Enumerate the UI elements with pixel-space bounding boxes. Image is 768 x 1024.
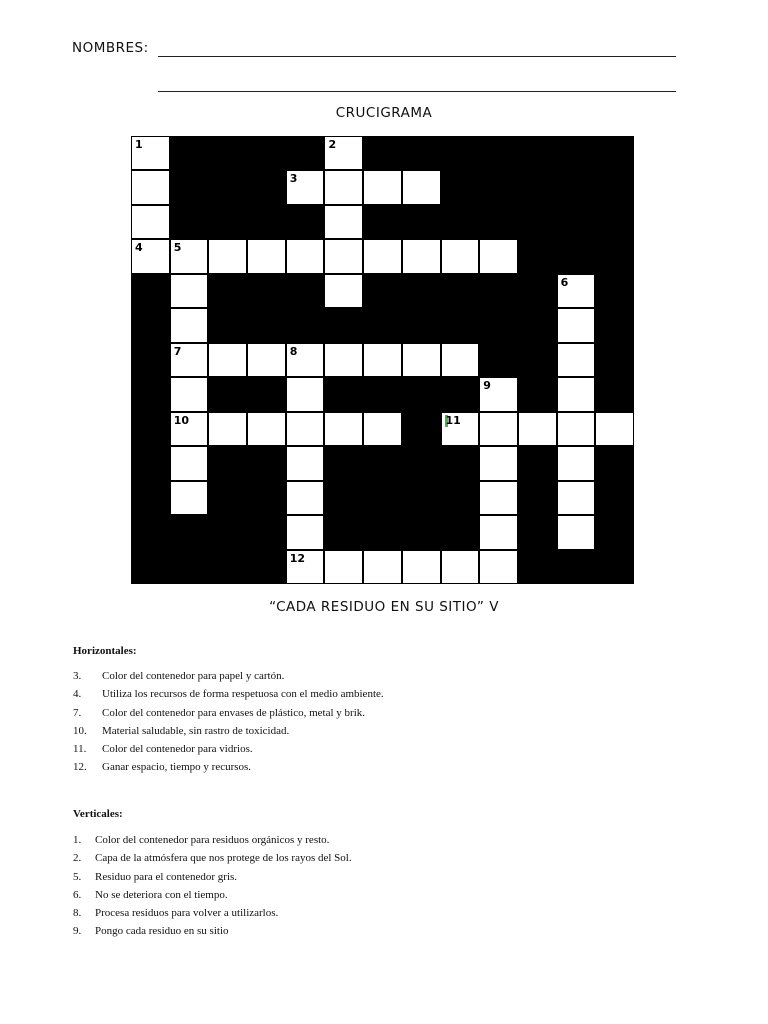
crossword-cell[interactable]	[132, 171, 169, 203]
crossword-cell[interactable]	[132, 240, 169, 272]
clue-item-text: Capa de la atmósfera que nos protege de los rayos del Sol.	[95, 852, 352, 865]
crossword-cell[interactable]	[171, 447, 208, 479]
crossword-cell[interactable]	[132, 206, 169, 238]
crossword-cell[interactable]	[403, 344, 440, 376]
horizontales-list	[73, 667, 384, 777]
clue-item	[73, 831, 352, 849]
crossword-cell[interactable]	[403, 171, 440, 203]
clue-item	[73, 904, 352, 922]
clue-number: 11	[445, 413, 461, 427]
clue-number: 12	[289, 551, 306, 565]
crossword-cell[interactable]	[287, 171, 324, 203]
crossword-cell[interactable]	[364, 171, 401, 203]
clue-number: 4	[135, 241, 143, 255]
crossword-cell[interactable]	[287, 551, 324, 583]
verticales-list	[73, 831, 352, 941]
clue-item-number: 1.	[73, 834, 82, 846]
crossword-cell[interactable]	[442, 413, 479, 445]
clue-item-number: 8.	[73, 907, 82, 920]
clue-item-number: 11.	[73, 743, 87, 756]
crossword-cell[interactable]	[325, 413, 362, 445]
crossword-cell[interactable]	[403, 240, 440, 272]
crossword-cell[interactable]	[287, 447, 324, 479]
clue-item-text: Color del contenedor para vidrios.	[102, 743, 253, 756]
clue-item-text: Ganar espacio, tiempo y recursos.	[102, 761, 252, 774]
crossword-cell[interactable]	[480, 240, 517, 272]
clue-item	[73, 685, 384, 703]
clue-number: 1	[135, 138, 143, 151]
clue-item-number: 9.	[73, 925, 82, 938]
clue-item-text: Utiliza los recursos de forma respetuosa con el medio ambiente.	[102, 688, 384, 701]
crossword-cell[interactable]	[325, 137, 362, 169]
names-line-1[interactable]	[158, 56, 676, 57]
horizontales-heading: Horizontales:	[73, 645, 137, 657]
crossword-cell[interactable]	[287, 482, 324, 514]
clue-number: 7	[173, 344, 182, 358]
crossword-cell[interactable]	[558, 516, 595, 548]
crossword-cell[interactable]	[558, 447, 595, 479]
crossword-cell[interactable]	[480, 378, 517, 410]
crossword-cell[interactable]	[558, 378, 595, 410]
crossword-cell[interactable]	[442, 551, 479, 583]
clue-item	[73, 849, 352, 867]
clue-item-number: 7.	[73, 706, 82, 719]
crossword-cell[interactable]	[442, 344, 479, 376]
crossword-cell[interactable]	[480, 551, 517, 583]
clue-number: 6	[560, 275, 569, 289]
crossword-cell[interactable]	[287, 344, 324, 376]
clue-item-number: 12.	[73, 761, 87, 774]
page-title: CRUCIGRAMA	[335, 105, 433, 121]
crossword-cell[interactable]	[287, 240, 324, 272]
crossword-cell[interactable]	[558, 275, 595, 307]
crossword-cell[interactable]	[171, 275, 208, 307]
crossword-cell[interactable]	[480, 482, 517, 514]
crossword-cell[interactable]	[287, 413, 324, 445]
crossword-cell[interactable]	[209, 413, 246, 445]
crossword-cell[interactable]	[325, 551, 362, 583]
clue-number: 3	[289, 172, 298, 186]
clue-item-number: 2.	[73, 852, 82, 865]
crossword-cell[interactable]	[480, 447, 517, 479]
crossword-cell[interactable]	[403, 551, 440, 583]
crossword-cell[interactable]	[209, 344, 246, 376]
clue-item	[73, 704, 384, 722]
crossword-cell[interactable]	[596, 413, 633, 445]
clue-item-text: Color del contenedor para residuos orgánicos y resto.	[95, 834, 330, 846]
clue-item-text: Color del contenedor para envases de plástico, metal y brik.	[102, 706, 365, 719]
crossword-cell[interactable]	[248, 413, 285, 445]
crossword-cell[interactable]	[325, 344, 362, 376]
clue-item-text: Pongo cada residuo en su sitio	[95, 925, 229, 938]
clue-item	[73, 886, 352, 904]
names-label: NOMBRES:	[72, 40, 149, 56]
crossword-cell[interactable]	[558, 309, 595, 341]
clue-item-text: Residuo para el contenedor gris.	[95, 870, 238, 883]
crossword-cell[interactable]	[480, 516, 517, 548]
clue-item	[73, 667, 384, 685]
crossword-cell[interactable]	[171, 413, 208, 445]
crossword-cell[interactable]	[364, 413, 401, 445]
crossword-cell[interactable]	[480, 413, 517, 445]
crossword-cell[interactable]	[364, 240, 401, 272]
clue-item-number: 6.	[73, 888, 82, 901]
clue-item-number: 10.	[73, 724, 87, 737]
clue-item-number: 5.	[73, 870, 82, 883]
clue-item	[73, 740, 384, 758]
crossword-cell[interactable]	[287, 516, 324, 548]
names-line-2[interactable]	[158, 91, 676, 92]
crossword-cell[interactable]	[558, 413, 595, 445]
clue-item	[73, 868, 352, 886]
clue-item-number: 4.	[73, 688, 82, 701]
clue-number: 8	[289, 344, 298, 358]
crossword-cell[interactable]	[325, 240, 362, 272]
clue-item-text: Procesa residuos para volver a utilizarlos.	[95, 907, 279, 920]
clue-number: 9	[483, 379, 491, 393]
clue-item-text: No se deteriora con el tiempo.	[95, 888, 228, 901]
crossword-cell[interactable]	[171, 378, 208, 410]
clue-item-number: 3.	[73, 670, 82, 682]
crossword-cell[interactable]	[248, 344, 285, 376]
crossword-cell[interactable]	[171, 482, 208, 514]
crossword-cell[interactable]	[364, 551, 401, 583]
crossword-cell[interactable]	[558, 482, 595, 514]
crossword-grid	[131, 136, 634, 584]
clue-item	[73, 722, 384, 740]
crossword-cell[interactable]	[442, 240, 479, 272]
crossword-cell[interactable]	[171, 344, 208, 376]
crossword-subtitle: “CADA RESIDUO EN SU SITIO” V	[269, 599, 499, 615]
crossword-cell[interactable]	[364, 344, 401, 376]
crossword-cell[interactable]	[132, 137, 169, 169]
crossword-cell[interactable]	[209, 240, 246, 272]
clue-number: 2	[328, 138, 337, 151]
crossword-cell[interactable]	[558, 344, 595, 376]
clue-item-text: Color del contenedor para papel y cartón.	[102, 670, 285, 682]
crossword-cell[interactable]	[325, 275, 362, 307]
crossword-cell[interactable]	[325, 206, 362, 238]
crossword-cell[interactable]	[248, 240, 285, 272]
crossword-cell[interactable]	[325, 171, 362, 203]
crossword-cell[interactable]	[519, 413, 556, 445]
clue-number: 10	[173, 413, 189, 427]
clue-item	[73, 758, 384, 776]
clue-number: 5	[173, 241, 182, 255]
verticales-heading: Verticales:	[73, 808, 123, 820]
crossword-cell[interactable]	[171, 309, 208, 341]
clue-item	[73, 922, 352, 940]
crossword-cell[interactable]	[171, 240, 208, 272]
crossword-cell[interactable]	[287, 378, 324, 410]
clue-item-text: Material saludable, sin rastro de toxicidad.	[102, 724, 290, 737]
